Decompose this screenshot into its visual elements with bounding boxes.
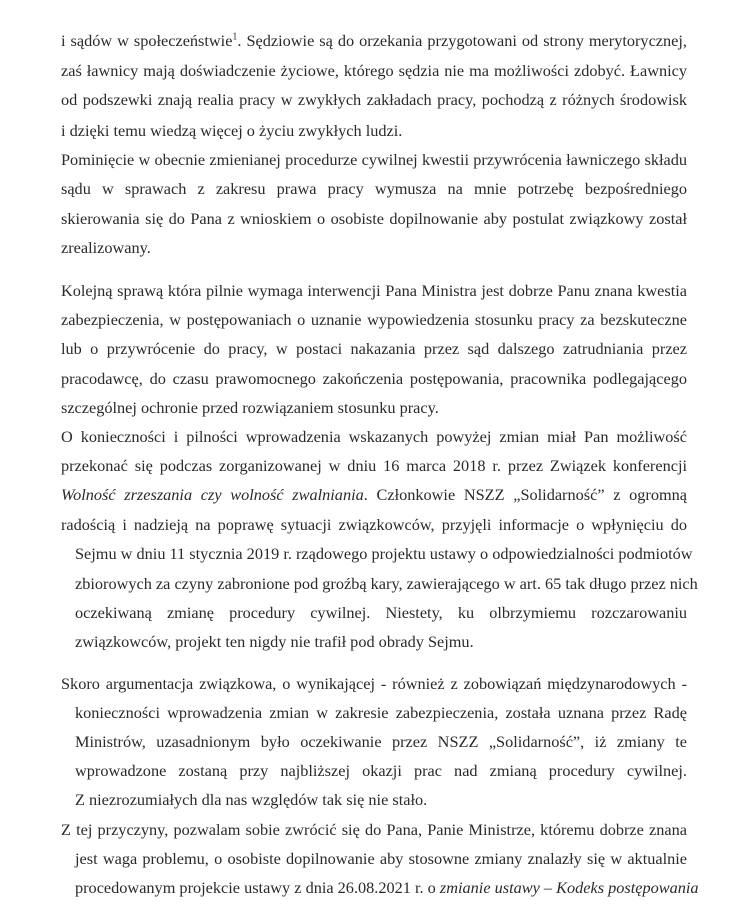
text-line: konieczności wprowadzenia zmian w zakresie zabezpieczenia, została uznana przez Radę xyxy=(75,702,687,722)
line-text: i sądów w społeczeństwie xyxy=(61,31,233,50)
text-line: jest waga problemu, o osobiste dopilnowanie aby stosowne zmiany znalazły się w aktualnie xyxy=(75,848,687,868)
text-line: skierowania się do Pana z wnioskiem o osobiste dopilnowanie aby postulat związkowy został xyxy=(61,209,687,229)
text-line: lub o przywrócenie do pracy, w postaci nakazania przez sąd dalszego zatrudniania przez xyxy=(61,339,687,359)
act-title: zmianie ustawy – Kodeks postępowania xyxy=(439,878,699,897)
text-line: Sejmu w dniu 11 stycznia 2019 r. rządowego projektu ustawy o odpowiedzialności podmiotów xyxy=(75,544,693,564)
text-line xyxy=(61,479,687,511)
text-line: od podszewki znają realia pracy w zwykłych zakładach pracy, pochodzą z różnych środowisk xyxy=(61,90,687,110)
text-line: i dzięki temu wiedzą więcej o życiu zwykłych ludzi. xyxy=(61,120,403,140)
text-line: Ministrów, uzasadnionym było oczekiwanie przez NSZZ „Solidarność”, iż zmiany te xyxy=(75,731,687,751)
text-line: przekonać się podczas zorganizowanej w dniu 16 marca 2018 r. przez Związek konferencji xyxy=(61,455,687,475)
line-text: procedowanym projekcie ustawy z dnia 26.08.2021 r. o xyxy=(75,878,440,897)
text-line: zabezpieczenia, w postępowaniach o uznanie wypowiedzenia stosunku pracy za bezskuteczne xyxy=(61,309,687,329)
text-line: związkowców, projekt ten nigdy nie trafił pod obrady Sejmu. xyxy=(75,632,474,652)
text-line: Skoro argumentacja związkowa, o wynikającej - również z zobowiązań międzynarodowych - xyxy=(61,673,687,693)
text-line xyxy=(75,872,699,904)
text-line: Z niezrozumiałych dla nas względów tak się nie stało. xyxy=(75,790,428,810)
text-line: zbiorowych za czyny zabronione pod groźbą kary, zawierającego w art. 65 tak długo przez nich xyxy=(75,573,698,593)
line-text: . Sędziowie są do orzekania przygotowani od strony merytorycznej, xyxy=(237,31,687,50)
text-line: zaś ławnicy mają doświadczenie życiowe, którego sędzia nie ma możliwości zdobyć. Ławnicy xyxy=(61,61,687,81)
text-line: O konieczności i pilności wprowadzenia wskazanych powyżej zmian miał Pan możliwość xyxy=(61,426,687,446)
text-line: Kolejną sprawą która pilnie wymaga interwencji Pana Ministra jest dobrze Panu znana kwestia xyxy=(61,280,687,300)
text-line: pracodawcę, do czasu prawomocnego zakończenia postępowania, pracownika podlegającego xyxy=(61,369,687,389)
text-line xyxy=(61,25,687,57)
text-line: oczekiwaną zmianę procedury cywilnej. Niestety, ku olbrzymiemu rozczarowaniu xyxy=(75,602,687,622)
text-line: radością i nadzieją na poprawę sytuacji związkowców, przyjęli informacje o wpłynięciu do xyxy=(61,515,687,535)
text-line: wprowadzone zostaną przy najbliższej okazji prac nad zmianą procedury cywilnej. xyxy=(75,761,687,781)
text-line: sądu w sprawach z zakresu prawa pracy wymusza na mnie potrzebę bezpośredniego xyxy=(61,178,687,198)
text-line: Z tej przyczyny, pozwalam sobie zwrócić się do Pana, Panie Ministrze, któremu dobrze znana xyxy=(61,819,687,839)
text-line: szczególnej ochronie przed rozwiązaniem stosunku pracy. xyxy=(61,398,439,418)
conference-title: Wolność zrzeszania czy wolność zwalniania xyxy=(61,485,364,505)
text-line: Pominięcie w obecnie zmienianej procedurze cywilnej kwestii przywrócenia ławniczego składu xyxy=(61,149,687,169)
text-line: zrealizowany. xyxy=(61,238,151,258)
line-text: . Członkowie NSZZ „Solidarność” z ogromną xyxy=(363,485,687,505)
footnote-reference[interactable]: 1 xyxy=(232,31,238,43)
